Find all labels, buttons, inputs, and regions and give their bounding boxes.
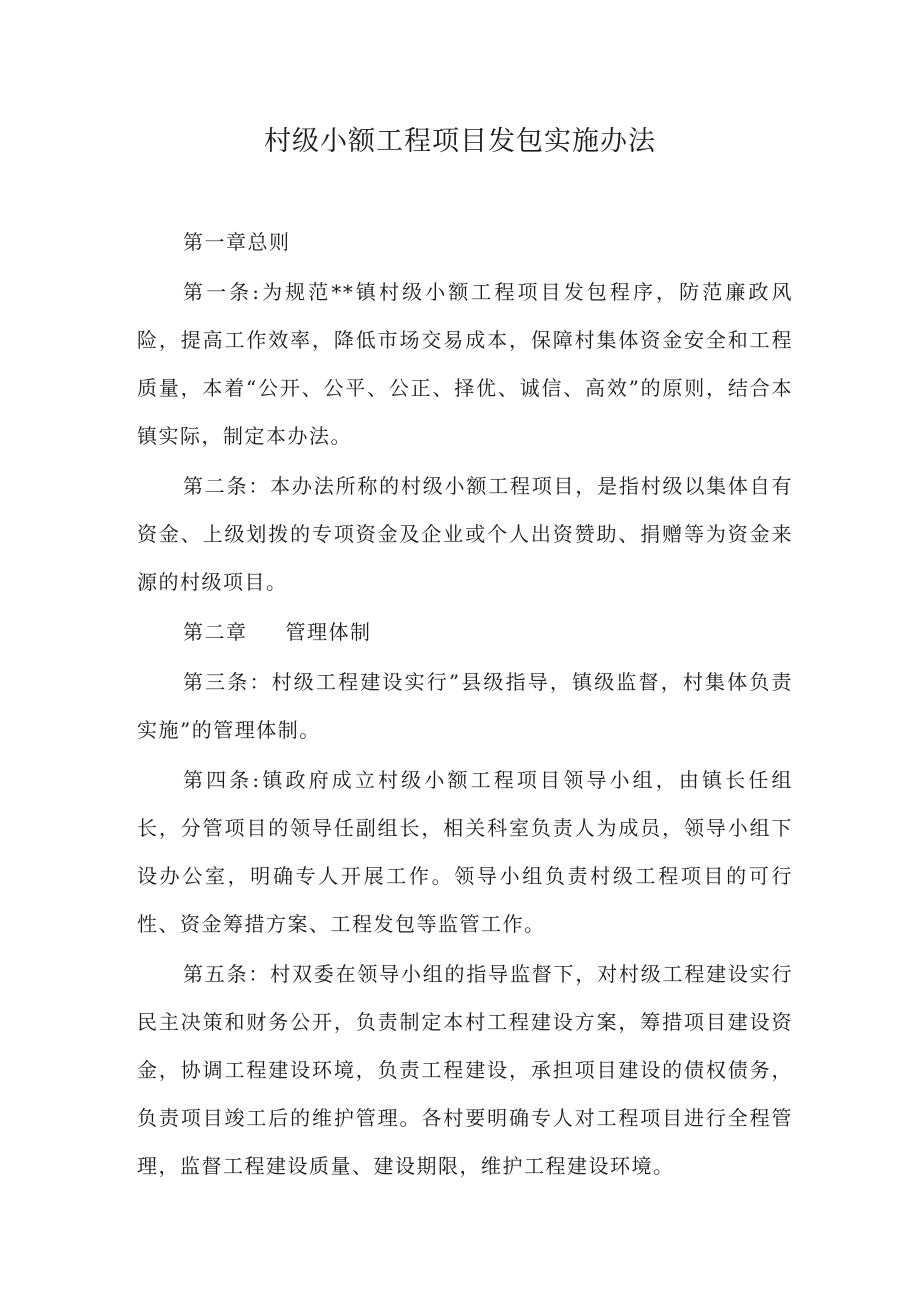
article-5: 第五条：村双委在领导小组的指导监督下，对村级工程建设实行民主决策和财务公开，负责制定本村工程建设方案，筹措项目建设资金，协调工程建设环境，负责工程建设，承担项目建设的债权债务，负责项目竣工后的维护管理。各村要明确专人对工程项目进行全程管理，监督工程建设质量、建设期限，维护工程建设环境。 [137,962,793,1178]
chapter-2-number: 第二章 [183,620,248,644]
chapter-2-name: 管理体制 [285,620,372,644]
article-4: 第四条:镇政府成立村级小额工程项目领导小组，由镇长任组长，分管项目的领导任副组长，相关科室负责人为成员，领导小组下设办公室，明确专人开展工作。领导小组负责村级工程项目的可行性、资金筹措方案、工程发包等监管工作。 [137,768,793,936]
document-title: 村级小额工程项目发包实施办法 [264,126,656,157]
article-3: 第三条：村级工程建设实行”县级指导，镇级监督，村集体负责实施”的管理体制。 [137,670,793,742]
chapter-2-heading [137,608,793,656]
article-2: 第二条：本办法所称的村级小额工程项目，是指村级以集体自有资金、上级划拨的专项资金及企业或个人出资赞助、捐赠等为资金来源的村级项目。 [137,474,793,594]
document-body [137,218,793,1192]
chapter-1-heading: 第一章总则 [183,230,291,254]
article-1: 第一条:为规范**镇村级小额工程项目发包程序，防范廉政风险，提高工作效率，降低市场交易成本，保障村集体资金安全和工程质量，本着“公开、公平、公正、择优、诚信、高效”的原则，结合本镇实际，制定本办法。 [137,280,793,448]
